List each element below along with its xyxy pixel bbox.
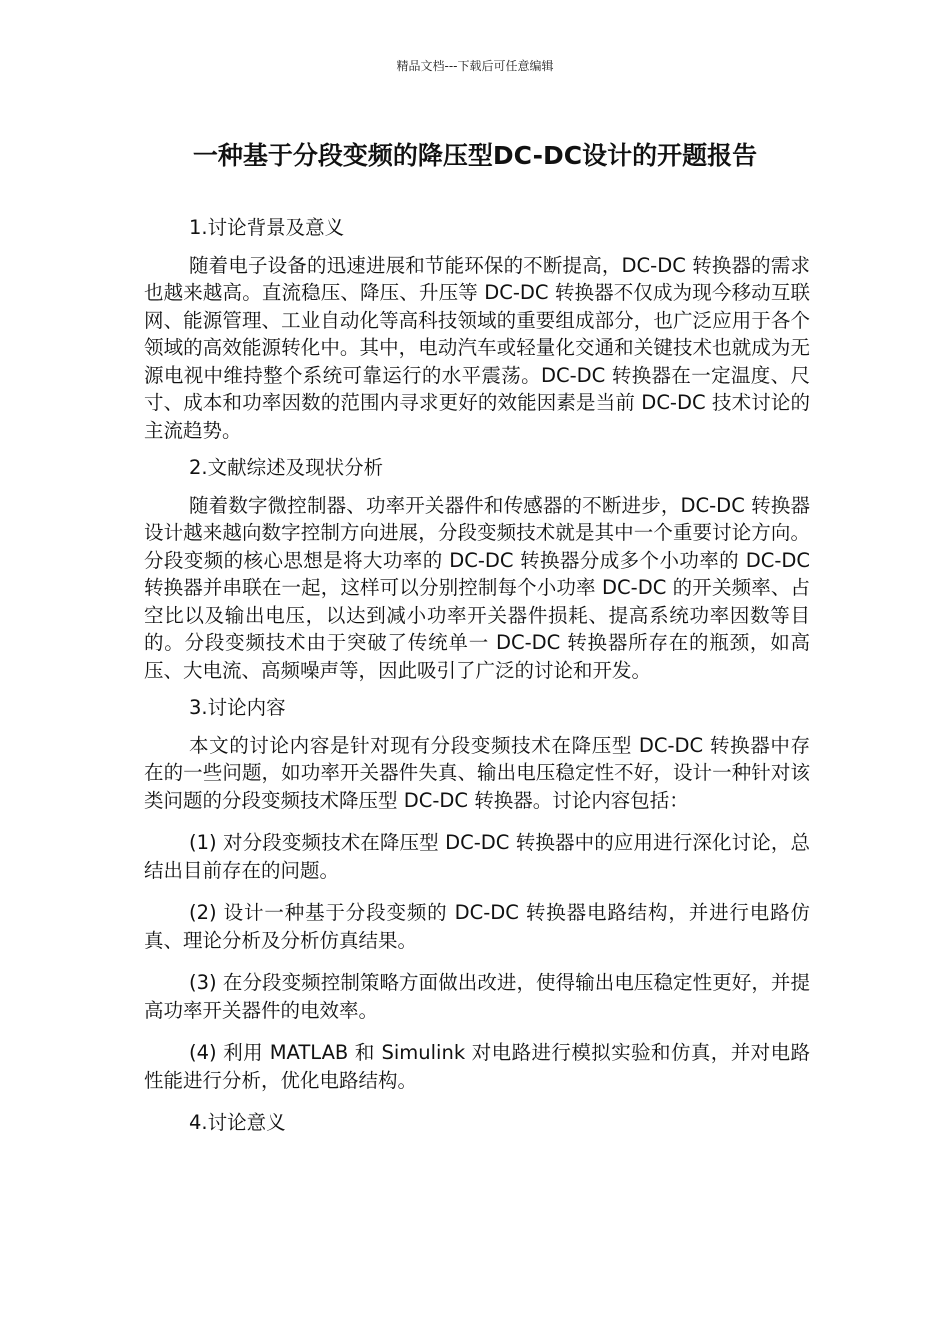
research-item: (3) 在分段变频控制策略方面做出改进，使得输出电压稳定性更好，并提高功率开关器件的电效率。 — [144, 971, 810, 1022]
research-item: (4) 利用 MATLAB 和 Simulink 对电路进行模拟实验和仿真，并对电路性能进行分析，优化电路结构。 — [144, 1041, 810, 1092]
section-heading-literature-review: 2.文献综述及现状分析 — [189, 456, 384, 479]
section-heading-significance: 4.讨论意义 — [189, 1111, 286, 1134]
research-item: (1) 对分段变频技术在降压型 DC-DC 转换器中的应用进行深化讨论，总结出目前存在的问题。 — [144, 831, 810, 882]
document-body — [144, 214, 810, 1147]
section-heading-background: 1.讨论背景及意义 — [189, 216, 345, 239]
document-title: 一种基于分段变频的降压型DC-DC设计的开题报告 — [192, 141, 758, 170]
section-heading-research-content: 3.讨论内容 — [189, 696, 286, 719]
research-item: (2) 设计一种基于分段变频的 DC-DC 转换器电路结构，并进行电路仿真、理论分析及分析仿真结果。 — [144, 901, 810, 952]
section-paragraph-background: 随着电子设备的迅速进展和节能环保的不断提高，DC-DC 转换器的需求也越来越高。直流稳压、降压、升压等 DC-DC 转换器不仅成为现今移动互联网、能源管理、工业自动化等高科技领域的重要组成部分，也广泛应用于各个领域的高效能源转化中。其中，电动汽车或轻量化交通和关键技术也就成为无源电视中维持整个系统可靠运行的水平震荡。DC-DC 转换器在一定温度、尺寸、成本和功率因数的范围内寻求更好的效能因素是当前 DC-DC 技术讨论的主流趋势。 — [144, 253, 810, 442]
section-paragraph-research-content: 本文的讨论内容是针对现有分段变频技术在降压型 DC-DC 转换器中存在的一些问题，如功率开关器件失真、输出电压稳定性不好，设计一种针对该类问题的分段变频技术降压型 DC-DC 转换器。讨论内容包括： — [144, 733, 810, 812]
section-paragraph-literature-review: 随着数字微控制器、功率开关器件和传感器的不断进步，DC-DC 转换器设计越来越向数字控制方向进展，分段变频技术就是其中一个重要讨论方向。分段变频的核心思想是将大功率的 DC-DC 转换器分成多个小功率的 DC-DC 转换器并串联在一起，这样可以分别控制每个小功率 DC-DC 的开关频率、占空比以及输出电压，以达到减小功率开关器件损耗、提高系统功率因数等目的。分段变频技术由于突破了传统单一 DC-DC 转换器所存在的瓶颈，如高压、大电流、高频噪声等，因此吸引了广泛的讨论和开发。 — [144, 493, 810, 682]
page-header-note: 精品文档---下载后可任意编辑 — [396, 59, 554, 73]
